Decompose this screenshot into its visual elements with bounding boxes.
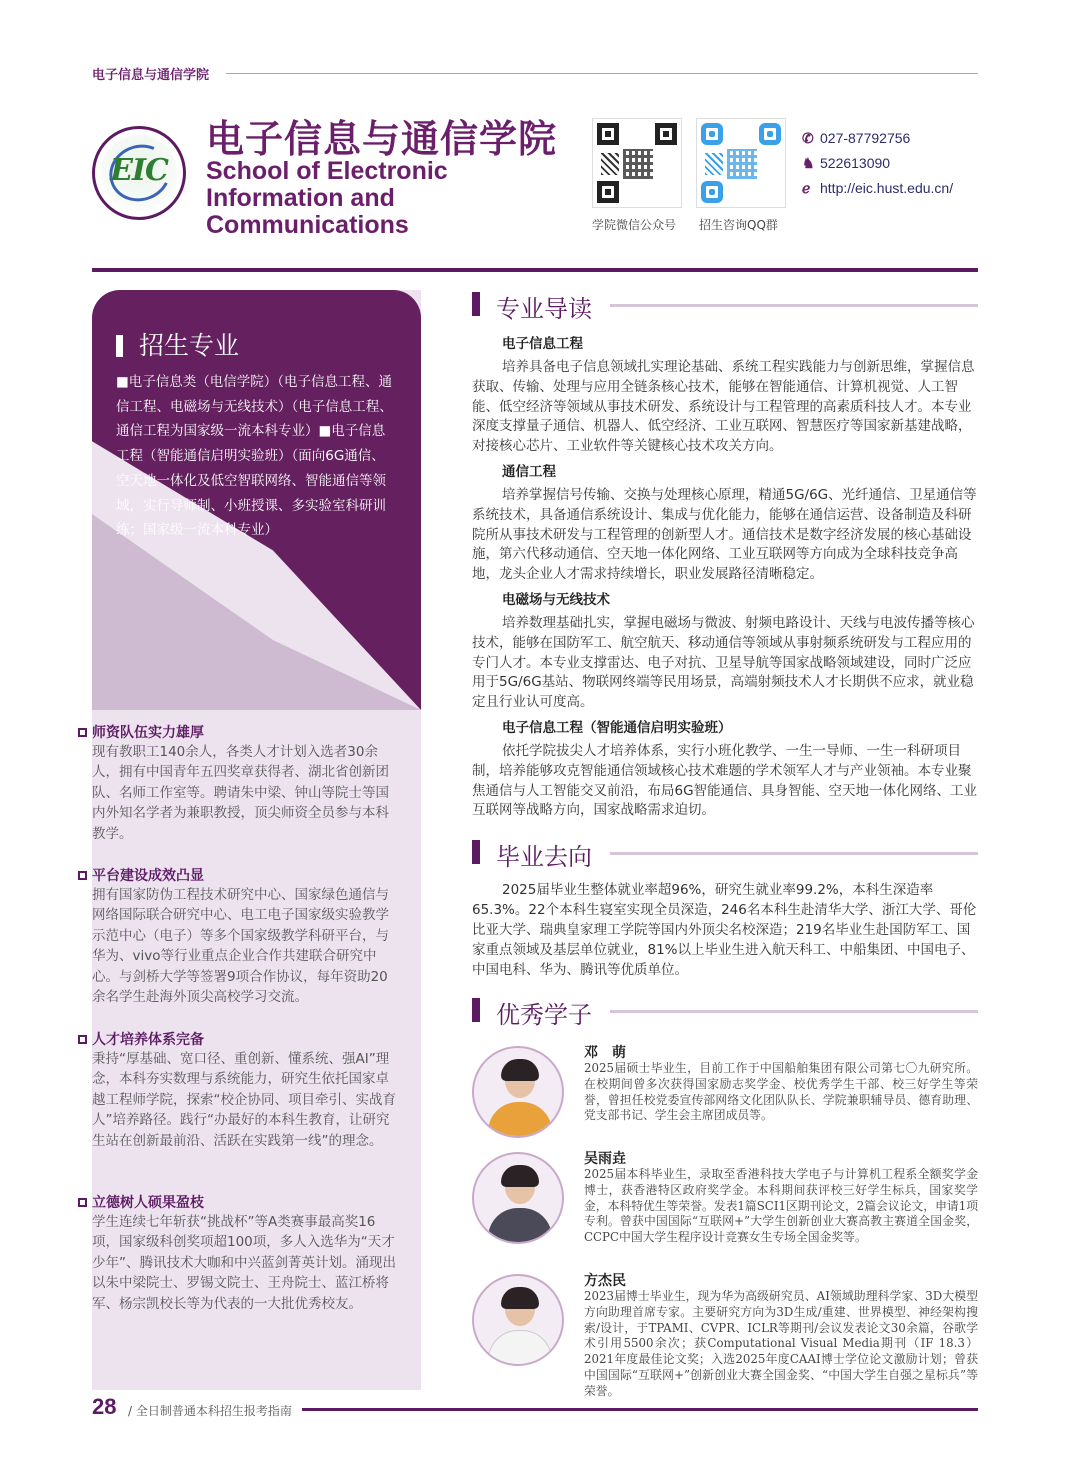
header-rule — [92, 268, 978, 272]
major-item — [472, 718, 978, 821]
website-link[interactable]: http://eic.hust.edu.cn/ — [820, 180, 954, 196]
page-title-en: School of Electronic Information and Communications — [206, 157, 448, 239]
major-name: 通信工程 — [502, 464, 556, 480]
section-title-graduation: 毕业去向 — [472, 838, 978, 868]
left-section-training: 人才培养体系完备 秉持“厚基础、宽口径、重创新、懂系统、强AI”理念，本科夯实数理与系统能力，研究生依托国家卓越工程师学院，探索“校企协同、项目牵引、实战育人”培养路径。践行“办最好的本科生教育，让研究生站在创新最前沿、活跃在实践第一线”的理念。 — [78, 1029, 400, 1151]
page-number: 28 — [92, 1394, 117, 1419]
left-section-alumni: 立德树人硕果盈枝 学生连续七年斩获“挑战杯”等A类赛事最高奖16项，国家级科创奖项超100项，多人入选华为“天才少年”、腾讯技术大咖和中兴蓝剑菁英计划。涌现出以朱中梁院士、罗锡文院士、王舟院士、蓝江桥将军、杨宗凯校长等为代表的一大批优秀校友。 — [78, 1192, 400, 1314]
qq-group-qr-code — [696, 118, 786, 208]
section-title-majors: 专业导读 — [472, 290, 978, 320]
major-description: 培养数理基础扎实，掌握电磁场与微波、射频电路设计、天线与电波传播等核心技术，能够在国防军工、航空航天、移动通信等领域从事射频系统研发与工程应用的专门人才。本专业支撑雷达、电子对抗、卫星导航等国家战略领域建设，同时广泛应用于5G/6G基站、物联网终端等民用场景，高端射频技术人才长期供不应求，就业稳定且行业认可度高。 — [472, 615, 975, 711]
footer-rule — [302, 1408, 978, 1411]
student-name: 方杰民 — [584, 1273, 626, 1289]
footer-text: / 全日制普通本科招生报考指南 — [128, 1404, 292, 1418]
major-description: 依托学院拔尖人才培养体系，实行小班化教学、一生一导师、一生一科研项目制，培养能够攻克智能通信领域核心技术难题的学术领军人才与产业领袖。本专业聚焦通信与人工智能交叉前沿，布局6G智能通信、具身智能、空天地一体化网络、工业互联网等战略方向，国家战略需求迫切。 — [472, 743, 978, 819]
major-item — [472, 462, 978, 585]
left-section-body: 学生连续七年斩获“挑战杯”等A类赛事最高奖16项，国家级科创奖项超100项，多人入选华为“天才少年”、腾讯技术大咖和中兴蓝剑菁英计划。涌现出以朱中梁院士、罗锡文院士、王舟院士、蓝江桥将军、杨宗凯校长等为代表的一大批优秀校友。 — [92, 1214, 396, 1312]
major-description: 培养掌握信号传输、交换与处理核心原理，精通5G/6G、光纤通信、卫星通信等系统技术，具备通信系统设计、集成与优化能力，能够在通信运营、设备制造及科研院所从事技术研发与工程管理的创新型人才。通信技术是数字经济发展的核心基础设施，第六代移动通信、空天地一体化网络、工业互联网等方向成为全球科技竞争高地，龙头企业人才需求持续增长，职业发展路径清晰稳定。 — [472, 487, 977, 583]
major-item — [472, 590, 978, 713]
square-bullet-icon — [78, 1198, 87, 1207]
student-photo — [472, 1274, 564, 1366]
student-name: 邓 萌 — [584, 1045, 626, 1061]
qq-icon: ♞ — [802, 155, 815, 171]
wechat-qr-caption: 学院微信公众号 — [592, 218, 677, 232]
student-bio: 2025届硕士毕业生，目前工作于中国船舶集团有限公司第七〇九研究所。在校期间曾多次获得国家励志奖学金、校优秀学生干部、校三好学生等荣誉，曾担任校党委宣传部网络文化团队队长、学院兼职辅导员、德育助理、党支部书记、学生会主席团成员等。 — [584, 1061, 978, 1123]
qq-group-qr-caption: 招生咨询QQ群 — [699, 218, 778, 232]
left-section-faculty: 师资队伍实力雄厚 现有教职工140余人，各类人才计划入选者30余人，拥有中国青年五四奖章获得者、湖北省创新团队、名师工作室等。聘请朱中梁、钟山等院士等国内外知名学者为兼职教授，顶尖师资全员参与本科教学。 — [78, 722, 400, 844]
qq-number: 522613090 — [820, 155, 891, 171]
phone-icon: ✆ — [802, 130, 814, 146]
major-description: 培养具备电子信息领域扎实理论基础、系统工程实践能力与创新思维，掌握信息获取、传输、处理与应用全链条核心技术，能够在智能通信、计算机视觉、人工智能、低空经济等领域从事技术研发、系统设计与工程管理的高素质科技人才。本专业深度支撑量子通信、机器人、低空经济、工业互联网、智慧医疗等国家新基建战略，对接核心芯片、工业软件等关键核心技术攻关方向。 — [472, 359, 975, 455]
contact-website — [802, 180, 953, 197]
logo-text: EIC — [110, 153, 168, 188]
left-section-body: 秉持“厚基础、宽口径、重创新、懂系统、强AI”理念，本科夯实数理与系统能力，研究生依托国家卓越工程师学院，探索“校企协同、项目牵引、实战育人”培养路径。践行“办最好的本科生教育，让研究生站在创新最前沿、活跃在实践第一线”的理念。 — [92, 1051, 396, 1149]
left-section-platform: 平台建设成效凸显 拥有国家防伪工程技术研究中心、国家绿色通信与网络国际联合研究中心、电工电子国家级实验教学示范中心（电子）等多个国家级教学科研平台，与华为、vivo等行业重点企业合作共建联合研究中心。与剑桥大学等签署9项合作协议，每年资助20余名学生赴海外顶尖高校学习交流。 — [78, 865, 400, 1007]
student-photo — [472, 1152, 564, 1244]
left-section-body: 现有教职工140余人，各类人才计划入选者30余人，拥有中国青年五四奖章获得者、湖北省创新团队、名师工作室等。聘请朱中梁、钟山等院士等国内外知名学者为兼职教授，顶尖师资全员参与本科教学。 — [92, 744, 389, 842]
student-name: 吴雨垚 — [584, 1151, 626, 1167]
admissions-title: 招生专业 — [116, 326, 239, 362]
graduation-body: 2025届毕业生整体就业率超96%，研究生就业率99.2%，本科生深造率65.3%。22个本科生寝室实现全员深造，246名本科生赴清华大学、浙江大学、哥伦比亚大学、瑞典皇家理工学院等国内外顶尖名校深造；219名毕业生赴国防军工、国家重点领域及基层单位就业，81%以上毕业生进入航天科工、中船集团、中国电子、中国电科、华为、腾讯等优质单位。 — [472, 882, 977, 978]
square-bullet-icon — [78, 728, 87, 737]
student-bio: 2023届博士毕业生，现为华为高级研究员、AI领域助理科学家、3D大模型方向助理首席专家。主要研究方向为3D生成/重建、世界模型、神经架构搜索/设计，于TPAMI、CVPR、ICLR等期刊/会议发表论文30余篇，谷歌学术引用5500余次；获Computational Visual Media期刊（IF 18.3）2021年度最佳论文奖；入选2025年度CAAI博士学位论文激励计划；曾获中国国际“互联网+”创新创业大赛全国金奖、“中国大学生自强之星标兵”等荣誉。 — [584, 1289, 978, 1398]
running-header-label: 电子信息与通信学院 — [92, 68, 210, 83]
left-section-body: 拥有国家防伪工程技术研究中心、国家绿色通信与网络国际联合研究中心、电工电子国家级实验教学示范中心（电子）等多个国家级教学科研平台，与华为、vivo等行业重点企业合作共建联合研究中心。与剑桥大学等签署9项合作协议，每年资助20余名学生赴海外顶尖高校学习交流。 — [92, 887, 389, 1006]
square-bullet-icon — [78, 1035, 87, 1044]
student-photo — [472, 1046, 564, 1138]
globe-icon: ℯ — [802, 180, 811, 196]
major-name: 电子信息工程 — [502, 336, 583, 352]
major-name: 电磁场与无线技术 — [502, 592, 610, 608]
section-title-students: 优秀学子 — [472, 996, 978, 1026]
major-item — [472, 334, 978, 457]
contact-qq — [802, 155, 890, 172]
major-name: 电子信息工程（智能通信启明实验班） — [502, 720, 732, 736]
phone-number: 027-87792756 — [820, 130, 911, 146]
page-title-cn: 电子信息与通信学院 — [206, 117, 558, 161]
wechat-qr-code — [592, 118, 682, 208]
admissions-body: ■电子信息类（电信学院）（电子信息工程、通信工程、电磁场与无线技术）（电子信息工程、通信工程为国家级一流本科专业）■电子信息工程（智能通信启明实验班）（面向6G通信、空天地一体化及低空智联网络、智能通信等领域，实行导师制、小班授课、多实验室科研训练；国家级一流本科专业） — [116, 374, 393, 539]
school-logo — [92, 126, 186, 220]
student-bio: 2025届本科毕业生，录取至香港科技大学电子与计算机工程系全额奖学金博士，获香港特区政府奖学金。本科期间获评校三好学生标兵，国家奖学金，本科特优生等荣誉。发表1篇SCI1区期刊论文，2篇会议论文，申请1项专利。曾获中国国际“互联网+”大学生创新创业大赛高教主赛道全国金奖，CCPC中国大学生程序设计竞赛女生专场全国金奖等。 — [584, 1167, 978, 1245]
square-bullet-icon — [78, 871, 87, 880]
running-header-rule — [226, 73, 978, 74]
running-header — [92, 64, 978, 82]
page-footer — [92, 1394, 978, 1420]
contact-phone — [802, 130, 910, 147]
